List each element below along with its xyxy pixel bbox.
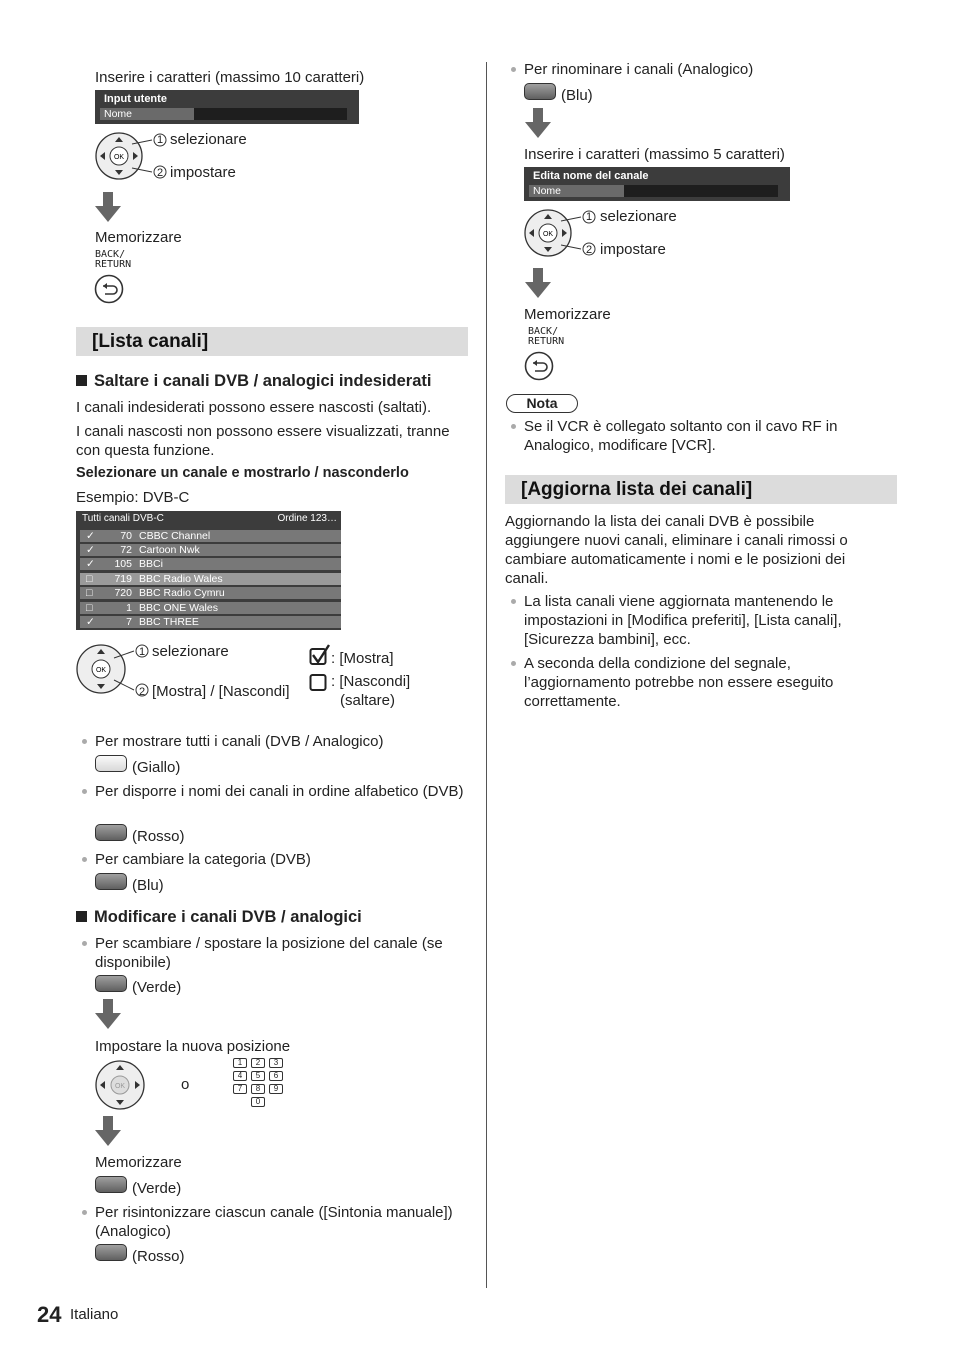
bold-instruction: Selezionare un canale e mostrarlo / nasconderlo [76, 465, 409, 481]
svg-text:OK: OK [114, 1083, 126, 1090]
osd-field-row [100, 108, 347, 120]
channel-row[interactable]: □ 1 BBC ONE Wales [80, 602, 341, 614]
green-button-icon [95, 1176, 127, 1193]
square-bullet-icon [76, 911, 87, 922]
subheading-modify-channels: Modificare i canali DVB / analogici [76, 907, 362, 927]
red-button-icon [95, 824, 127, 841]
bullet-swap: Per scambiare / spostare la posizione del canale (se disponibile) [95, 934, 470, 972]
channel-row[interactable]: ✓ 7 BBC THREE [80, 616, 341, 628]
osd-input-user [95, 90, 359, 124]
bullet-list-kept: La lista canali viene aggiornata mantenendo le impostazioni in [Modifica preferiti], [Lista canali], [Sicurezza bambini], ecc. [524, 592, 894, 649]
paragraph-hidden: I canali indesiderati possono essere nascosti (saltati). [76, 399, 432, 416]
back-return-icon [94, 274, 124, 304]
checked-box-icon [309, 644, 331, 666]
input-instruction-5: Inserire i caratteri (massimo 5 caratteri) [524, 146, 785, 163]
list-select-label: selezionare [152, 643, 229, 660]
section-title-lista-canali: [Lista canali] [76, 327, 468, 356]
language-label: Italiano [70, 1306, 119, 1323]
step-number-1: 1 [586, 211, 593, 223]
svg-text:OK: OK [95, 667, 107, 674]
yellow-button-icon [95, 755, 127, 772]
osd-text-field [194, 108, 347, 120]
store-label-2: Memorizzare [95, 1154, 182, 1171]
channel-list-osd [76, 511, 341, 630]
channel-row-selected[interactable]: □ 719 BBC Radio Wales [80, 573, 341, 585]
dpad-icon [94, 1059, 146, 1111]
step-number-2: 2 [157, 167, 164, 179]
select-label: selezionare [170, 131, 247, 148]
paragraph-hidden-note: I canali nascosti non possono essere visualizzati, tranne con questa funzione. [76, 423, 450, 459]
svg-text:OK: OK [542, 231, 554, 238]
store-label: Memorizzare [95, 229, 182, 246]
step-number-2: 2 [586, 244, 593, 256]
down-arrow-icon [95, 192, 121, 222]
square-bullet-icon [76, 375, 87, 386]
nascondi-label: : [Nascondi] [331, 673, 411, 690]
back-return-label: BACK/ RETURN [528, 326, 565, 347]
blue-label: (Blu) [132, 877, 164, 894]
column-divider [486, 62, 487, 1288]
blue-button-icon [95, 873, 127, 890]
green-button-icon [95, 975, 127, 992]
number-keypad-icon: 1 2 3 4 5 6 7 8 9 0 [233, 1058, 285, 1108]
red-label-2: (Rosso) [132, 1248, 185, 1265]
new-position-label: Impostare la nuova posizione [95, 1038, 291, 1055]
note-badge: Nota [506, 394, 578, 413]
list-order: Ordine 123… [277, 513, 337, 524]
osd-field-label: Nome [104, 108, 133, 120]
down-arrow-icon [525, 268, 551, 298]
bullet-category: Per cambiare la categoria (DVB) [95, 851, 311, 868]
step-number-1: 1 [157, 134, 164, 146]
red-label: (Rosso) [132, 828, 185, 845]
store-label: Memorizzare [524, 306, 611, 323]
list-toggle-label: [Mostra] / [Nascondi] [152, 683, 290, 700]
osd-field-label: Nome [533, 185, 562, 197]
down-arrow-icon [95, 1116, 121, 1146]
channel-row[interactable]: ✓ 70 CBBC Channel [80, 530, 341, 542]
or-label: o [181, 1076, 190, 1093]
subheading-skip-channels: Saltare i canali DVB / analogici indesiderati [76, 371, 431, 391]
osd-field-row [529, 185, 778, 197]
back-return-icon [524, 351, 554, 381]
osd-title: Edita nome del canale [533, 170, 649, 182]
page-number: 24 [37, 1302, 62, 1327]
down-arrow-icon [95, 999, 121, 1029]
red-button-icon [95, 1244, 127, 1261]
step-number-1: 1 [139, 646, 146, 658]
osd-title: Input utente [104, 93, 167, 105]
green-label-2: (Verde) [132, 1180, 182, 1197]
saltare-label: (saltare) [340, 692, 396, 709]
bullet-retune: Per risintonizzare ciascun canale ([Sintonia manuale]) (Analogico) [95, 1203, 473, 1241]
bullet-signal: A seconda della condizione del segnale, l’aggiornamento potrebbe non essere eseguito correttamente. [524, 654, 894, 711]
channel-row[interactable]: ✓ 72 Cartoon Nwk [80, 544, 341, 556]
green-label: (Verde) [132, 979, 182, 996]
bullet-rename: Per rinominare i canali (Analogico) [524, 61, 754, 78]
mostra-label: : [Mostra] [331, 650, 394, 667]
bullet-alphabetic: Per disporre i nomi dei canali in ordine alfabetico (DVB) [95, 783, 464, 800]
blue-button-icon [524, 83, 556, 100]
list-title: Tutti canali DVB-C [82, 513, 164, 524]
step-number-2: 2 [139, 686, 146, 698]
down-arrow-icon [525, 108, 551, 138]
osd-text-field [624, 185, 778, 197]
back-return-label: BACK/ RETURN [95, 249, 132, 270]
svg-text:OK: OK [113, 154, 125, 161]
set-label: impostare [170, 164, 236, 181]
example-label: Esempio: DVB-C [76, 489, 190, 506]
set-label: impostare [600, 241, 666, 258]
blue-label: (Blu) [561, 87, 593, 104]
bullet-vcr-note: Se il VCR è collegato soltanto con il cavo RF in Analogico, modificare [VCR]. [524, 417, 894, 455]
empty-box-icon [309, 673, 329, 693]
paragraph-update: Aggiornando la lista dei canali DVB è possibile aggiungere nuovi canali, eliminare i canali rimossi o cambiare automaticamente i nomi e le posizioni dei canali. [505, 513, 848, 587]
osd-edit-channel-name [524, 167, 790, 201]
input-instruction: Inserire i caratteri (massimo 10 caratteri) [95, 69, 365, 86]
bullet-show-all: Per mostrare tutti i canali (DVB / Analogico) [95, 733, 384, 750]
select-label: selezionare [600, 208, 677, 225]
yellow-label: (Giallo) [132, 759, 181, 776]
channel-row[interactable]: □ 720 BBC Radio Cymru [80, 587, 341, 599]
channel-row[interactable]: ✓ 105 BBCi [80, 558, 341, 570]
section-title-aggiorna: [Aggiorna lista dei canali] [505, 475, 897, 504]
